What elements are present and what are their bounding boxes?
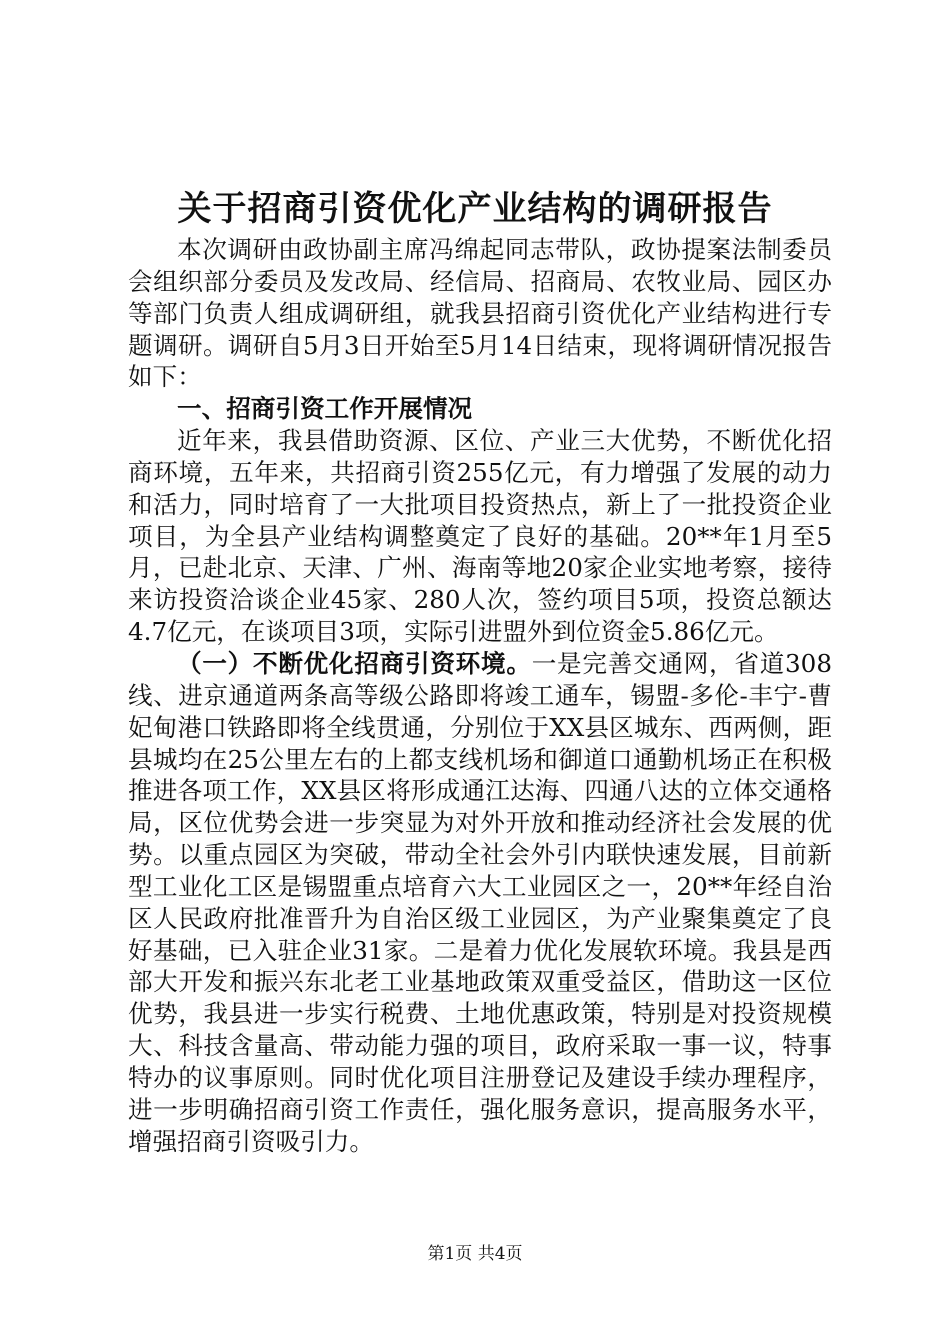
document-title: 关于招商引资优化产业结构的调研报告 xyxy=(177,189,773,229)
section-paragraph: 近年来，我县借助资源、区位、产业三大优势，不断优化招商环境，五年来，共招商引资255亿元，有力增强了发展的动力和活力，同时培育了一大批项目投资热点，新上了一批投资企业项目，为全县产业结构调整奠定了良好的基础。20**年1月至5月，已赴北京、天津、广州、海南等地20家企业实地考察，接待来访投资洽谈企业45家、280人次，签约项目5项，投资总额达4.7亿元，在谈项目3项，实际引进盟外到位资金5.86亿元。 xyxy=(128,426,832,647)
page-number-footer: 第1页 共4页 xyxy=(427,1244,523,1264)
section-heading: 一、招商引资工作开展情况 xyxy=(177,394,473,424)
document-body xyxy=(128,234,832,1157)
subsection-text: 一是完善交通网，省道308线、进京通道两条高等级公路即将竣工通车，锡盟-多伦-丰宁-曹妃甸港口铁路即将全线贯通，分别位于XX县区城东、西两侧，距县城均在25公里左右的上都支线机场和御道口通勤机场正在积极推进各项工作，XX县区将形成通江达海、四通八达的立体交通格局，区位优势会进一步突显为对外开放和推动经济社会发展的优势。以重点园区为突破，带动全社会外引内联快速发展，目前新型工业化工区是锡盟重点培育六大工业园区之一，20**年经自治区人民政府批准晋升为自治区级工业园区，为产业聚集奠定了良好基础，已入驻企业31家。二是着力优化发展软环境。我县是西部大开发和振兴东北老工业基地政策双重受益区，借助这一区位优势，我县进一步实行税费、土地优惠政策，特别是对投资规模大、科技含量高、带动能力强的项目，政府采取一事一议，特事特办的议事原则。同时优化项目注册登记及建设手续办理程序，进一步明确招商引资工作责任，强化服务意识，提高服务水平，增强招商引资吸引力。 xyxy=(128,648,832,1156)
intro-paragraph: 本次调研由政协副主席冯绵起同志带队，政协提案法制委员会组织部分委员及发改局、经信局、招商局、农牧业局、园区办等部门负责人组成调研组，就我县招商引资优化产业结构进行专题调研。调研自5月3日开始至5月14日结束，现将调研情况报告如下： xyxy=(128,235,832,392)
subsection-paragraph xyxy=(128,648,832,1158)
subsection-heading: （一）不断优化招商引资环境。 xyxy=(177,648,532,678)
